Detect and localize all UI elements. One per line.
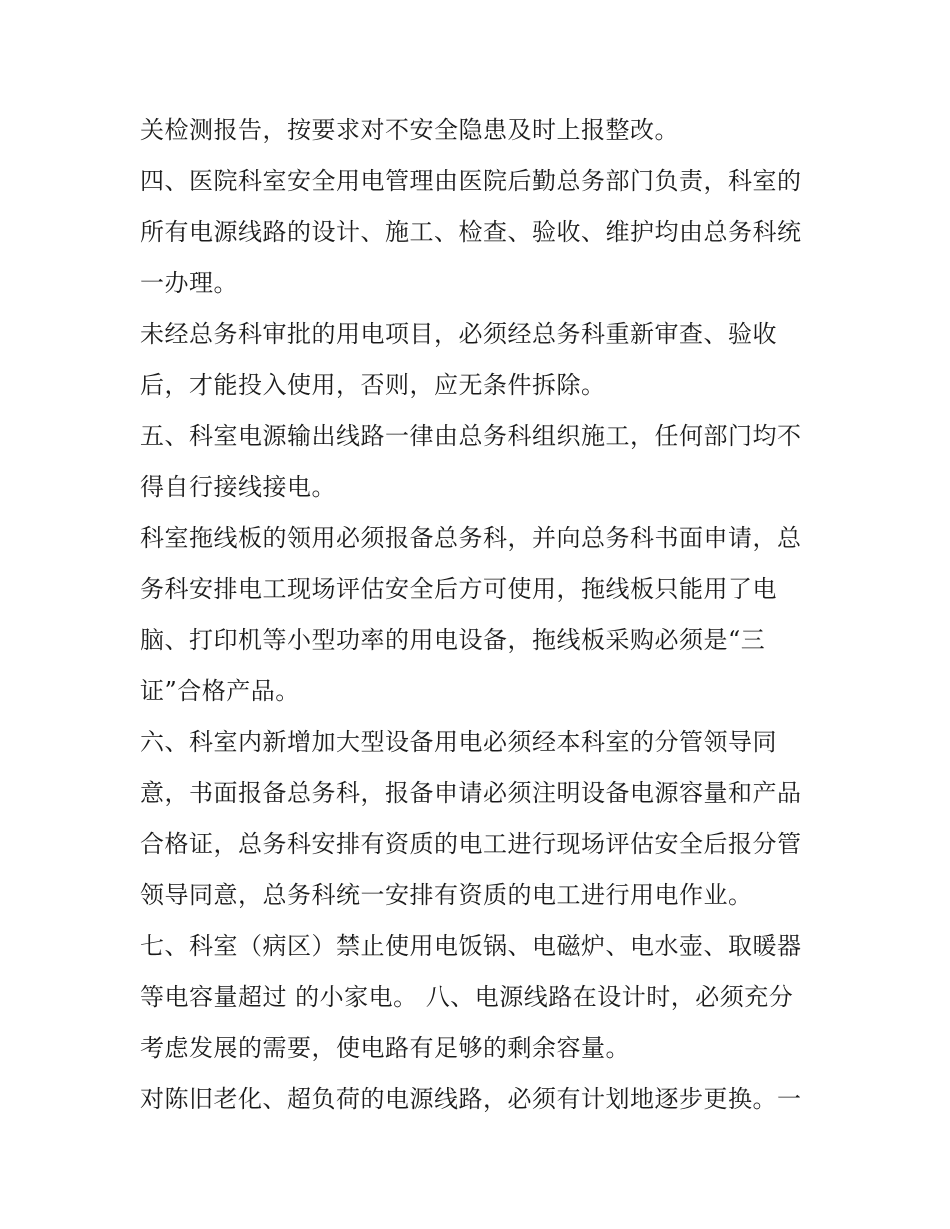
text-line: 五、科室电源输出线路一律由总务科组织施工，任何部门均不 — [140, 422, 802, 450]
text-line: 得自行接线接电。 — [140, 473, 336, 501]
text-line: 脑、打印机等小型功率的用电设备，拖线板采购必须是“三 — [140, 626, 766, 654]
text-line: 关检测报告，按要求对不安全隐患及时上报整改。 — [140, 116, 679, 144]
text-line: 等电容量超过 的小家电。 八、电源线路在设计时，必须充分 — [140, 983, 794, 1011]
text-line: 证”合格产品。 — [140, 677, 300, 705]
text-line: 意，书面报备总务科，报备申请必须注明设备电源容量和产品 — [140, 779, 802, 807]
text-line: 一办理。 — [140, 269, 238, 297]
text-line: 领导同意，总务科统一安排有资质的电工进行用电作业。 — [140, 881, 753, 909]
document-body — [140, 105, 820, 1125]
text-line: 后，才能投入使用，否则，应无条件拆除。 — [140, 371, 606, 399]
text-line: 七、科室（病区）禁止使用电饭锅、电磁炉、电水壶、取暖器 — [140, 932, 802, 960]
text-line: 务科安排电工现场评估安全后方可使用，拖线板只能用了电 — [140, 575, 777, 603]
text-line: 合格证，总务科安排有资质的电工进行现场评估安全后报分管 — [140, 830, 802, 858]
text-line: 对陈旧老化、超负荷的电源线路，必须有计划地逐步更换。一 — [140, 1085, 802, 1113]
text-line: 考虑发展的需要，使电路有足够的剩余容量。 — [140, 1034, 630, 1062]
text-line: 未经总务科审批的用电项目，必须经总务科重新审查、验收 — [140, 320, 777, 348]
text-line: 科室拖线板的领用必须报备总务科，并向总务科书面申请，总 — [140, 524, 802, 552]
text-line: 六、科室内新增加大型设备用电必须经本科室的分管领导同 — [140, 728, 777, 756]
text-line: 四、医院科室安全用电管理由医院后勤总务部门负责，科室的 — [140, 167, 802, 195]
text-line: 所有电源线路的设计、施工、检查、验收、维护均由总务科统 — [140, 218, 802, 246]
